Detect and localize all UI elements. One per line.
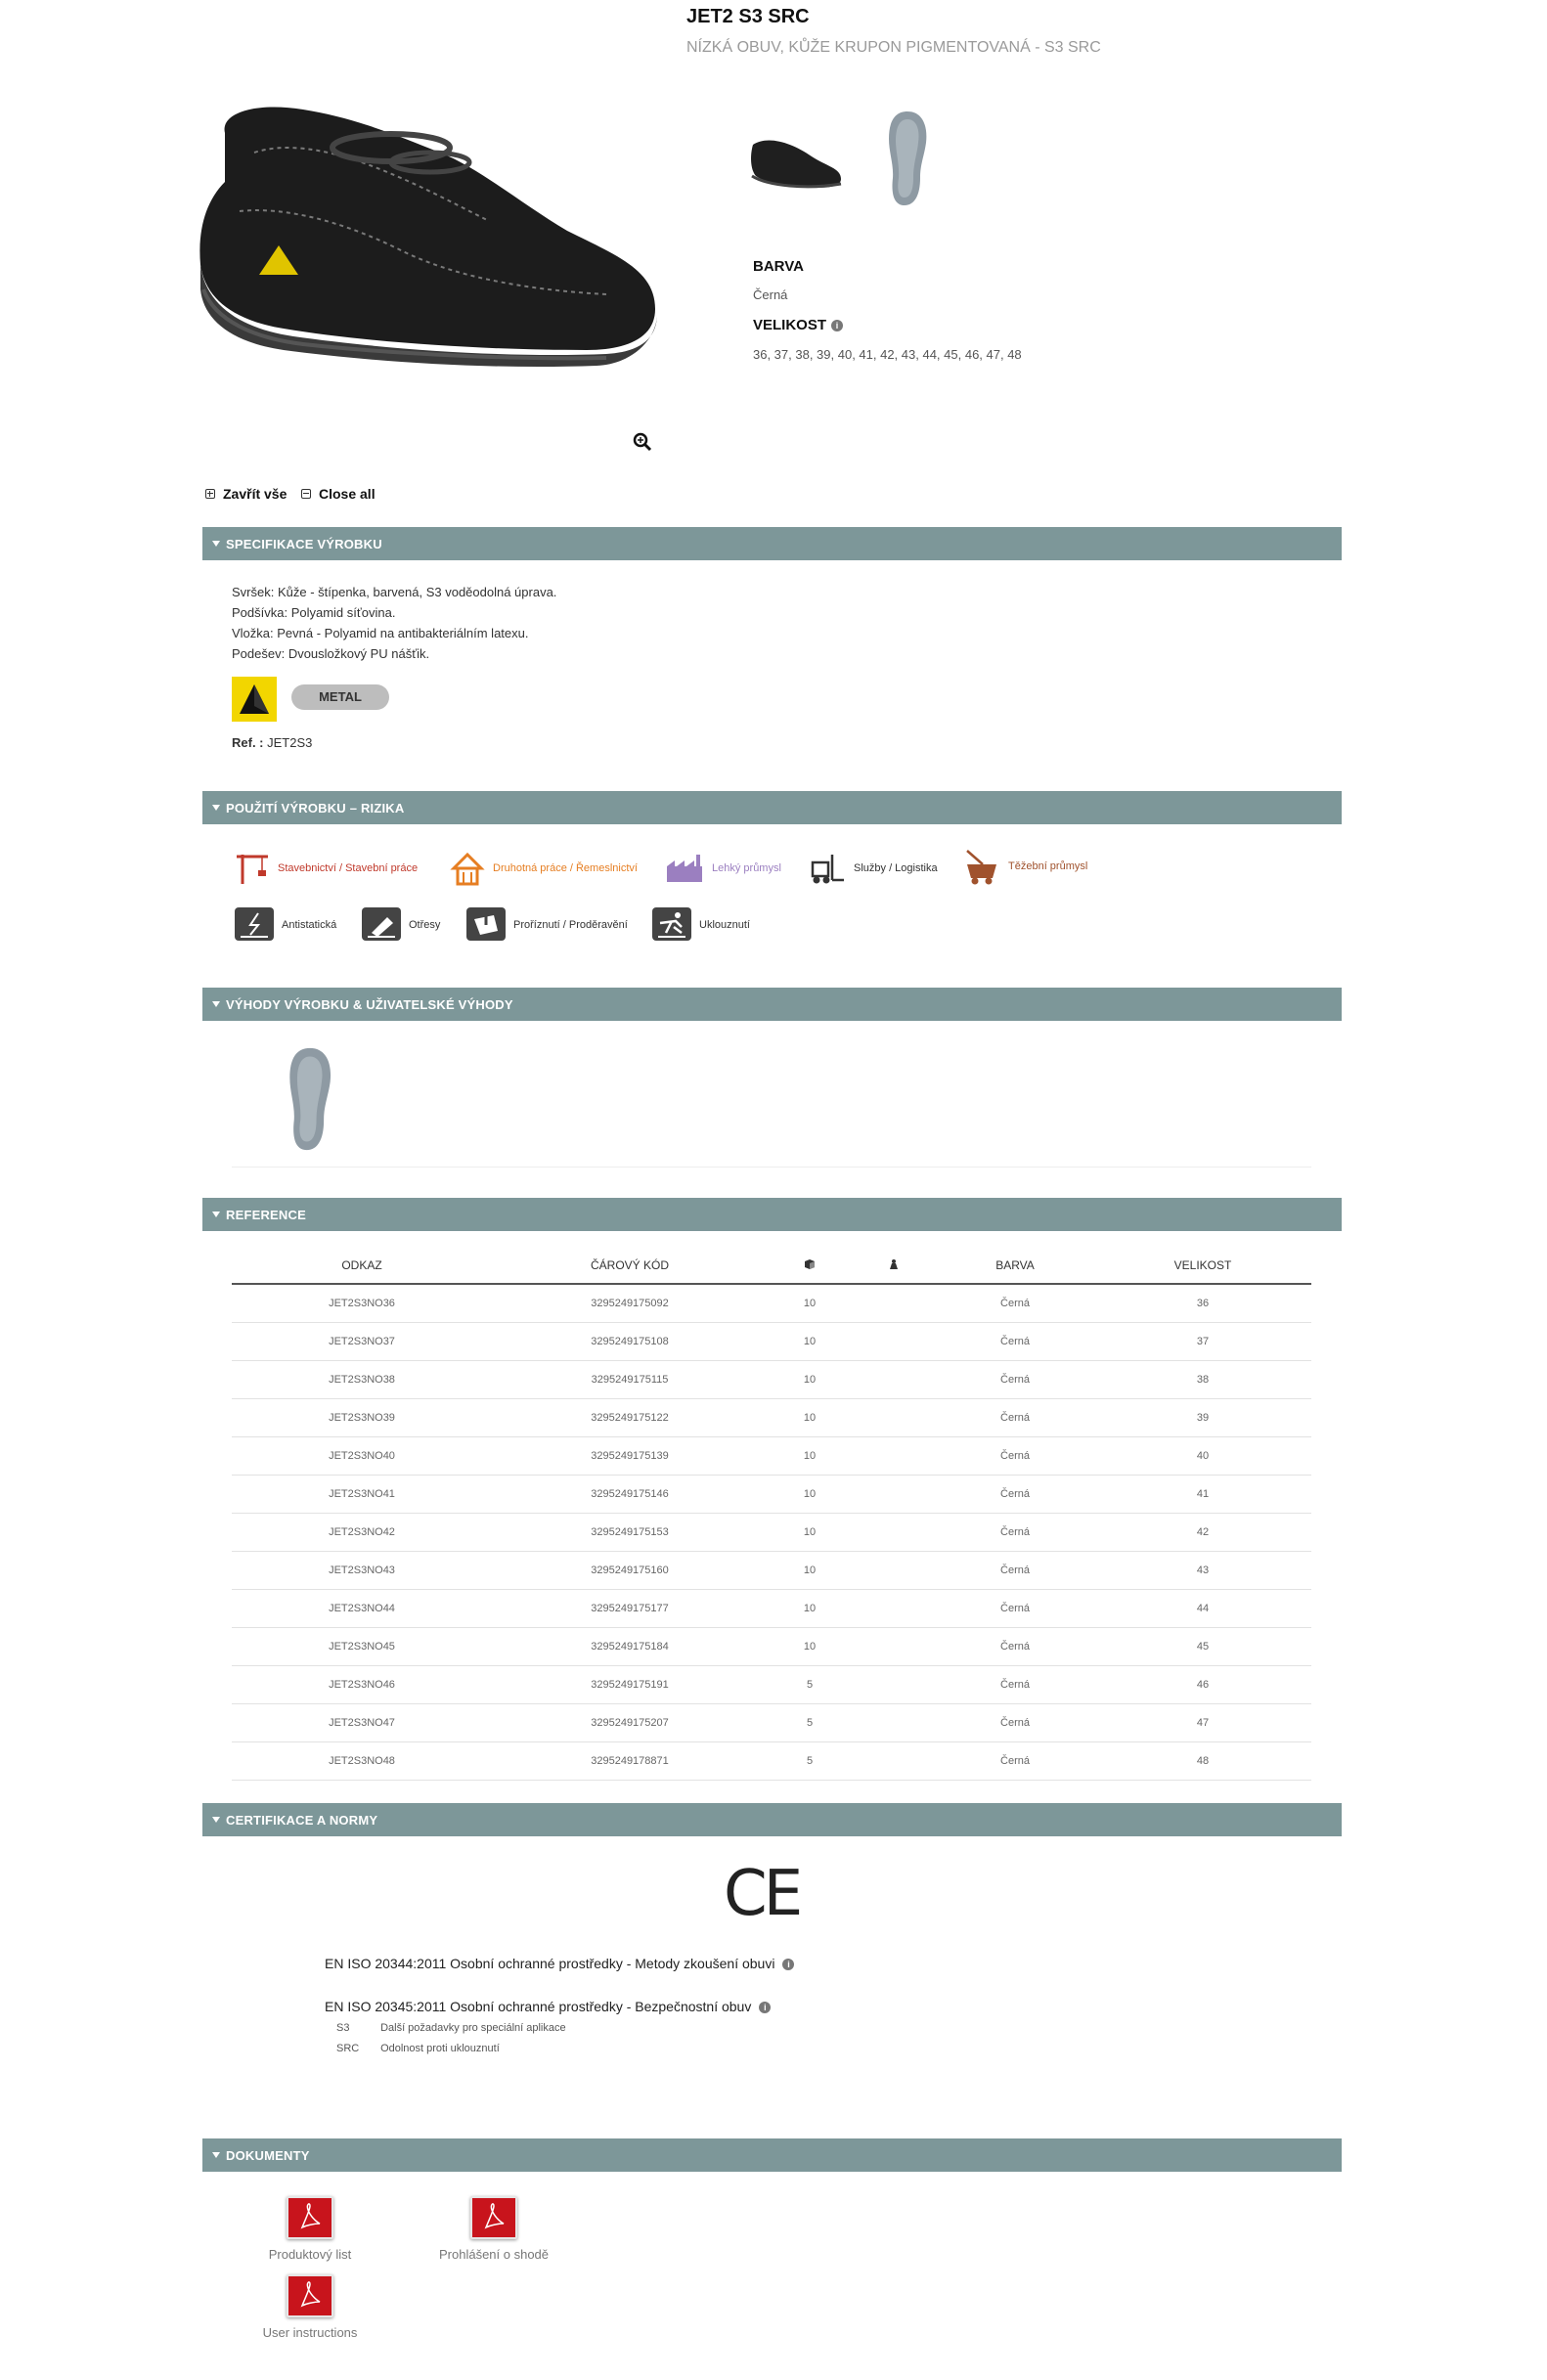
cell-qty: 10: [768, 1361, 852, 1399]
table-header-row: [232, 1248, 1311, 1284]
cell-odkaz: JET2S3NO38: [232, 1361, 492, 1399]
caret-down-icon: [212, 541, 220, 547]
cell-color: Černá: [936, 1666, 1094, 1704]
sector-light-industry: [665, 851, 781, 886]
info-icon[interactable]: i: [831, 320, 843, 331]
norm-code-src: [336, 2043, 500, 2054]
spec-line: Svršek: Kůže - štípenka, barvená, S3 voděodolná úprava.: [232, 585, 557, 599]
cell-odkaz: JET2S3NO39: [232, 1399, 492, 1437]
risk-label: Antistatická: [282, 919, 337, 931]
cell-color: Černá: [936, 1628, 1094, 1666]
section-title: VÝHODY VÝROBKU & UŽIVATELSKÉ VÝHODY: [226, 996, 513, 1012]
cell-qty: 10: [768, 1590, 852, 1628]
sector-label: Stavebnictví / Stavební práce: [278, 862, 419, 874]
norm-text: EN ISO 20345:2011 Osobní ochranné prostředky - Bezpečnostní obuv: [325, 1999, 752, 2014]
cell-odkaz: JET2S3NO40: [232, 1437, 492, 1476]
cell-barcode: 3295249175139: [492, 1437, 768, 1476]
table-row: [232, 1476, 1311, 1514]
cell-barcode: 3295249175122: [492, 1399, 768, 1437]
table-row: [232, 1628, 1311, 1666]
mine-cart-icon: [963, 847, 1000, 886]
cell-odkaz: JET2S3NO43: [232, 1552, 492, 1590]
sole-image[interactable]: [286, 1039, 334, 1159]
cell-color: Černá: [936, 1437, 1094, 1476]
cell-barcode: 3295249175160: [492, 1552, 768, 1590]
cell-size: 36: [1094, 1284, 1311, 1323]
deltaplus-logo: [232, 677, 277, 722]
cell-weight: [852, 1742, 936, 1781]
ref-value: JET2S3: [267, 735, 313, 750]
section-bar-spec[interactable]: [202, 527, 1342, 560]
cell-color: Černá: [936, 1399, 1094, 1437]
cell-odkaz: JET2S3NO48: [232, 1742, 492, 1781]
thumbnail-shoe[interactable]: [748, 125, 846, 194]
cell-weight: [852, 1704, 936, 1742]
ref-label: Ref. :: [232, 735, 264, 750]
risk-label: Otřesy: [409, 919, 441, 931]
norm-code-s3: [336, 2022, 566, 2034]
cell-size: 42: [1094, 1514, 1311, 1552]
spec-line: Vložka: Pevná - Polyamid na antibakteriálním latexu.: [232, 626, 529, 640]
section-title: DOKUMENTY: [226, 2147, 310, 2163]
caret-down-icon: [212, 805, 220, 811]
color-label: BARVA: [753, 258, 804, 275]
cell-odkaz: JET2S3NO44: [232, 1590, 492, 1628]
caret-down-icon: [212, 2152, 220, 2158]
sector-logistics: [807, 851, 938, 886]
cell-size: 48: [1094, 1742, 1311, 1781]
main-product-image[interactable]: [196, 94, 665, 377]
sector-crafts: [450, 851, 638, 886]
cell-qty: 10: [768, 1399, 852, 1437]
spec-text: [232, 582, 556, 664]
cell-color: Černá: [936, 1361, 1094, 1399]
sector-label: Druhotná práce / Řemeslnictví: [493, 862, 638, 874]
table-row: [232, 1284, 1311, 1323]
cell-qty: 5: [768, 1742, 852, 1781]
code-desc: Další požadavky pro speciální aplikace: [380, 2022, 566, 2034]
divider: [232, 1167, 1311, 1168]
cell-qty: 5: [768, 1666, 852, 1704]
sector-construction: [235, 851, 418, 886]
cell-color: Černá: [936, 1590, 1094, 1628]
size-label: VELIKOST: [753, 317, 827, 333]
size-value: 36, 37, 38, 39, 40, 41, 42, 43, 44, 45, 46, 47, 48: [753, 347, 1022, 362]
cell-size: 43: [1094, 1552, 1311, 1590]
cell-weight: [852, 1437, 936, 1476]
cell-color: Černá: [936, 1742, 1094, 1781]
risk-puncture: [466, 907, 628, 943]
section-bar-usage[interactable]: [202, 791, 1342, 824]
expand-all-button[interactable]: [205, 486, 287, 502]
cell-size: 38: [1094, 1361, 1311, 1399]
col-weight: [852, 1248, 936, 1284]
cell-odkaz: JET2S3NO46: [232, 1666, 492, 1704]
cell-qty: 10: [768, 1476, 852, 1514]
cell-size: 37: [1094, 1323, 1311, 1361]
cell-qty: 10: [768, 1514, 852, 1552]
cell-color: Černá: [936, 1514, 1094, 1552]
cell-odkaz: JET2S3NO45: [232, 1628, 492, 1666]
table-row: [232, 1704, 1311, 1742]
code-desc: Odolnost proti uklouznutí: [380, 2043, 500, 2054]
norm-en-iso-20344: [325, 1956, 794, 1971]
reference-line: [232, 735, 312, 750]
table-row: [232, 1666, 1311, 1704]
product-title: JET2 S3 SRC: [686, 6, 810, 27]
table-row: [232, 1514, 1311, 1552]
code-label: S3: [336, 2022, 350, 2034]
cell-barcode: 3295249175191: [492, 1666, 768, 1704]
collapse-all-label: Close all: [319, 486, 376, 502]
caret-down-icon: [212, 1817, 220, 1823]
cell-size: 39: [1094, 1399, 1311, 1437]
cell-weight: [852, 1514, 936, 1552]
cell-barcode: 3295249175207: [492, 1704, 768, 1742]
cell-qty: 10: [768, 1323, 852, 1361]
sector-label: Lehký průmysl: [712, 862, 781, 874]
cell-weight: [852, 1399, 936, 1437]
pdf-icon: [287, 2196, 333, 2239]
sector-label: Těžební průmysl: [1008, 860, 1088, 872]
cell-barcode: 3295249175115: [492, 1361, 768, 1399]
size-heading: [753, 317, 843, 333]
cell-size: 45: [1094, 1628, 1311, 1666]
metal-badge: METAL: [291, 684, 389, 710]
table-row: [232, 1323, 1311, 1361]
col-box-qty: [768, 1248, 852, 1284]
document-label: Prohlášení o shodě: [438, 2247, 550, 2262]
cell-barcode: 3295249175153: [492, 1514, 768, 1552]
cell-weight: [852, 1476, 936, 1514]
cell-qty: 10: [768, 1552, 852, 1590]
section-title: REFERENCE: [226, 1207, 306, 1222]
antistatic-icon: [235, 907, 274, 943]
box-icon: [804, 1258, 816, 1270]
pdf-icon: [470, 2196, 517, 2239]
cell-weight: [852, 1284, 936, 1323]
caret-down-icon: [212, 1212, 220, 1217]
cell-barcode: 3295249175146: [492, 1476, 768, 1514]
spec-line: Podešev: Dvousložkový PU nášťik.: [232, 646, 430, 661]
section-bar-documents[interactable]: [202, 2138, 1342, 2172]
section-title: POUŽITÍ VÝROBKU – RIZIKA: [226, 800, 405, 815]
thumbnail-sole[interactable]: [885, 110, 930, 207]
section-bar-reference[interactable]: [202, 1198, 1342, 1231]
col-barcode: ČÁROVÝ KÓD: [492, 1248, 768, 1284]
table-row: [232, 1361, 1311, 1399]
section-title: CERTIFIKACE A NORMY: [226, 1812, 378, 1828]
norm-text: EN ISO 20344:2011 Osobní ochranné prostředky - Metody zkoušení obuvi: [325, 1956, 775, 1971]
product-subtitle: NÍZKÁ OBUV, KŮŽE KRUPON PIGMENTOVANÁ - S3 SRC: [686, 39, 1101, 56]
cell-odkaz: JET2S3NO42: [232, 1514, 492, 1552]
factory-icon: [665, 851, 704, 886]
section-bar-certifications[interactable]: [202, 1803, 1342, 1836]
collapse-all-button[interactable]: [301, 486, 376, 502]
cell-barcode: 3295249178871: [492, 1742, 768, 1781]
cell-size: 47: [1094, 1704, 1311, 1742]
weight-icon: [888, 1258, 900, 1270]
cell-color: Černá: [936, 1476, 1094, 1514]
sector-mining: [963, 847, 1087, 886]
house-icon: [450, 851, 485, 886]
document-label: User instructions: [262, 2325, 358, 2340]
section-bar-benefits[interactable]: [202, 988, 1342, 1021]
zoom-icon[interactable]: [631, 430, 654, 454]
info-icon[interactable]: i: [782, 1959, 794, 1970]
info-icon[interactable]: i: [759, 2002, 771, 2013]
risk-shock: [362, 907, 440, 943]
cell-weight: [852, 1590, 936, 1628]
puncture-icon: [466, 907, 506, 943]
expand-all-label: Zavřít vše: [223, 486, 287, 502]
norm-en-iso-20345: [325, 1999, 771, 2014]
cell-odkaz: JET2S3NO41: [232, 1476, 492, 1514]
cell-qty: 5: [768, 1704, 852, 1742]
cell-weight: [852, 1628, 936, 1666]
cell-color: Černá: [936, 1323, 1094, 1361]
triangle-logo-icon: [232, 677, 277, 722]
crane-icon: [235, 851, 270, 886]
cell-qty: 10: [768, 1437, 852, 1476]
pdf-icon: [287, 2274, 333, 2317]
reference-table: [232, 1248, 1311, 1781]
shock-icon: [362, 907, 401, 943]
cell-barcode: 3295249175108: [492, 1323, 768, 1361]
table-row: [232, 1399, 1311, 1437]
cell-weight: [852, 1323, 936, 1361]
risk-label: Uklouznutí: [699, 919, 750, 931]
cell-color: Černá: [936, 1552, 1094, 1590]
cell-size: 40: [1094, 1437, 1311, 1476]
document-label: Produktový list: [268, 2247, 352, 2262]
spec-line: Podšívka: Polyamid síťovina.: [232, 605, 396, 620]
ce-mark: CE: [724, 1858, 800, 1930]
minus-box-icon: [301, 489, 311, 499]
col-color: BARVA: [936, 1248, 1094, 1284]
color-value: Černá: [753, 287, 788, 302]
document-declaration[interactable]: [430, 2196, 557, 2262]
caret-down-icon: [212, 1001, 220, 1007]
cell-odkaz: JET2S3NO47: [232, 1704, 492, 1742]
cell-odkaz: JET2S3NO37: [232, 1323, 492, 1361]
risk-slip: [652, 907, 750, 943]
cell-barcode: 3295249175177: [492, 1590, 768, 1628]
plus-box-icon: [205, 489, 215, 499]
table-row: [232, 1742, 1311, 1781]
risk-label: Proříznutí / Proděravění: [513, 919, 628, 931]
document-user-instructions[interactable]: [256, 2274, 364, 2340]
cell-qty: 10: [768, 1284, 852, 1323]
cell-barcode: 3295249175184: [492, 1628, 768, 1666]
document-product-sheet[interactable]: [256, 2196, 364, 2262]
table-row: [232, 1437, 1311, 1476]
slip-icon: [652, 907, 691, 943]
cell-weight: [852, 1361, 936, 1399]
cell-size: 44: [1094, 1590, 1311, 1628]
cell-size: 41: [1094, 1476, 1311, 1514]
table-row: [232, 1590, 1311, 1628]
table-row: [232, 1552, 1311, 1590]
cell-weight: [852, 1666, 936, 1704]
cell-barcode: 3295249175092: [492, 1284, 768, 1323]
section-title: SPECIFIKACE VÝROBKU: [226, 536, 382, 551]
risk-antistatic: [235, 907, 336, 943]
code-label: SRC: [336, 2043, 360, 2054]
cell-color: Černá: [936, 1284, 1094, 1323]
sector-label: Služby / Logistika: [854, 862, 938, 874]
forklift-icon: [807, 851, 846, 886]
cell-weight: [852, 1552, 936, 1590]
cell-color: Černá: [936, 1704, 1094, 1742]
col-size: VELIKOST: [1094, 1248, 1311, 1284]
cell-qty: 10: [768, 1628, 852, 1666]
cell-size: 46: [1094, 1666, 1311, 1704]
col-odkaz: ODKAZ: [232, 1248, 492, 1284]
cell-odkaz: JET2S3NO36: [232, 1284, 492, 1323]
